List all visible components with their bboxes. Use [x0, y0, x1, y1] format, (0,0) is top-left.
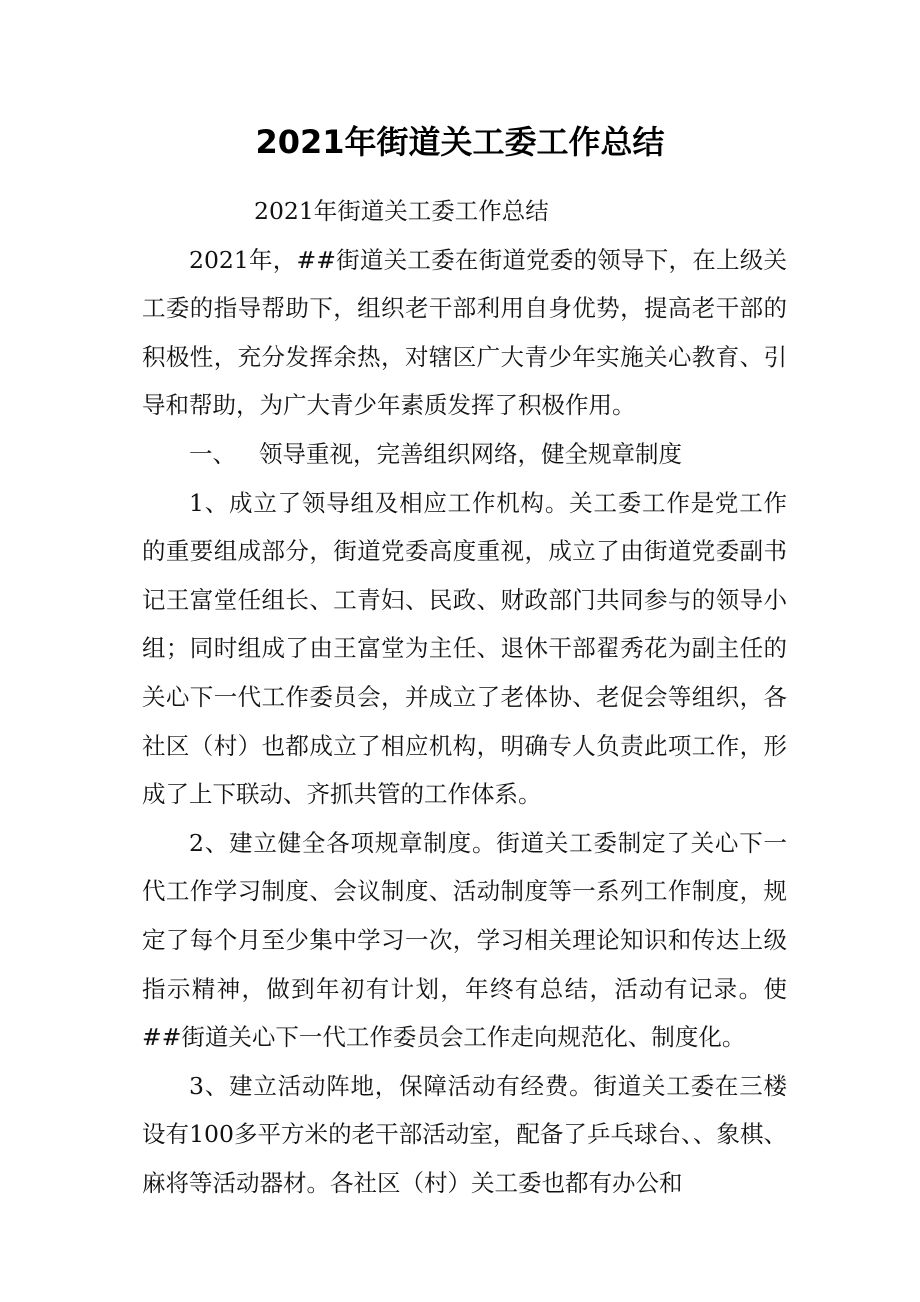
document-title: 2021年街道关工委工作总结 [255, 123, 665, 161]
document-body [142, 187, 787, 1207]
section-number: 一、 [189, 439, 236, 468]
item-paragraph-1: 1、成立了领导组及相应工作机构。关工委工作是党工作的重要组成部分，街道党委高度重视，成立了由街道党委副书记王富堂任组长、工青妇、民政、财政部门共同参与的领导小组；同时组成了由王富堂为主任、退休干部翟秀花为副主任的关心下一代工作委员会，并成立了老体协、老促会等组织，各社区（村）也都成立了相应机构，明确专人负责此项工作，形成了上下联动、齐抓共管的工作体系。 [142, 488, 787, 809]
section-heading-text: 领导重视，完善组织网络，健全规章制度 [259, 439, 682, 468]
intro-paragraph: 2021年，##街道关工委在街道党委的领导下，在上级关工委的指导帮助下，组织老干部利用自身优势，提高老干部的积极性，充分发挥余热，对辖区广大青少年实施关心教育、引导和帮助，为广大青少年素质发挥了积极作用。 [142, 245, 787, 420]
document-subtitle: 2021年街道关工委工作总结 [254, 197, 549, 225]
item-paragraph-2: 2、建立健全各项规章制度。街道关工委制定了关心下一代工作学习制度、会议制度、活动制度等一系列工作制度，规定了每个月至少集中学习一次，学习相关理论知识和传达上级指示精神，做到年初有计划，年终有总结，活动有记录。使##街道关心下一代工作委员会工作走向规范化、制度化。 [142, 828, 787, 1052]
section-heading [142, 430, 787, 479]
item-paragraph-3: 3、建立活动阵地，保障活动有经费。街道关工委在三楼设有100多平方米的老干部活动室，配备了乒乓球台、、象棋、麻将等活动器材。各社区（村）关工委也都有办公和 [142, 1071, 787, 1197]
